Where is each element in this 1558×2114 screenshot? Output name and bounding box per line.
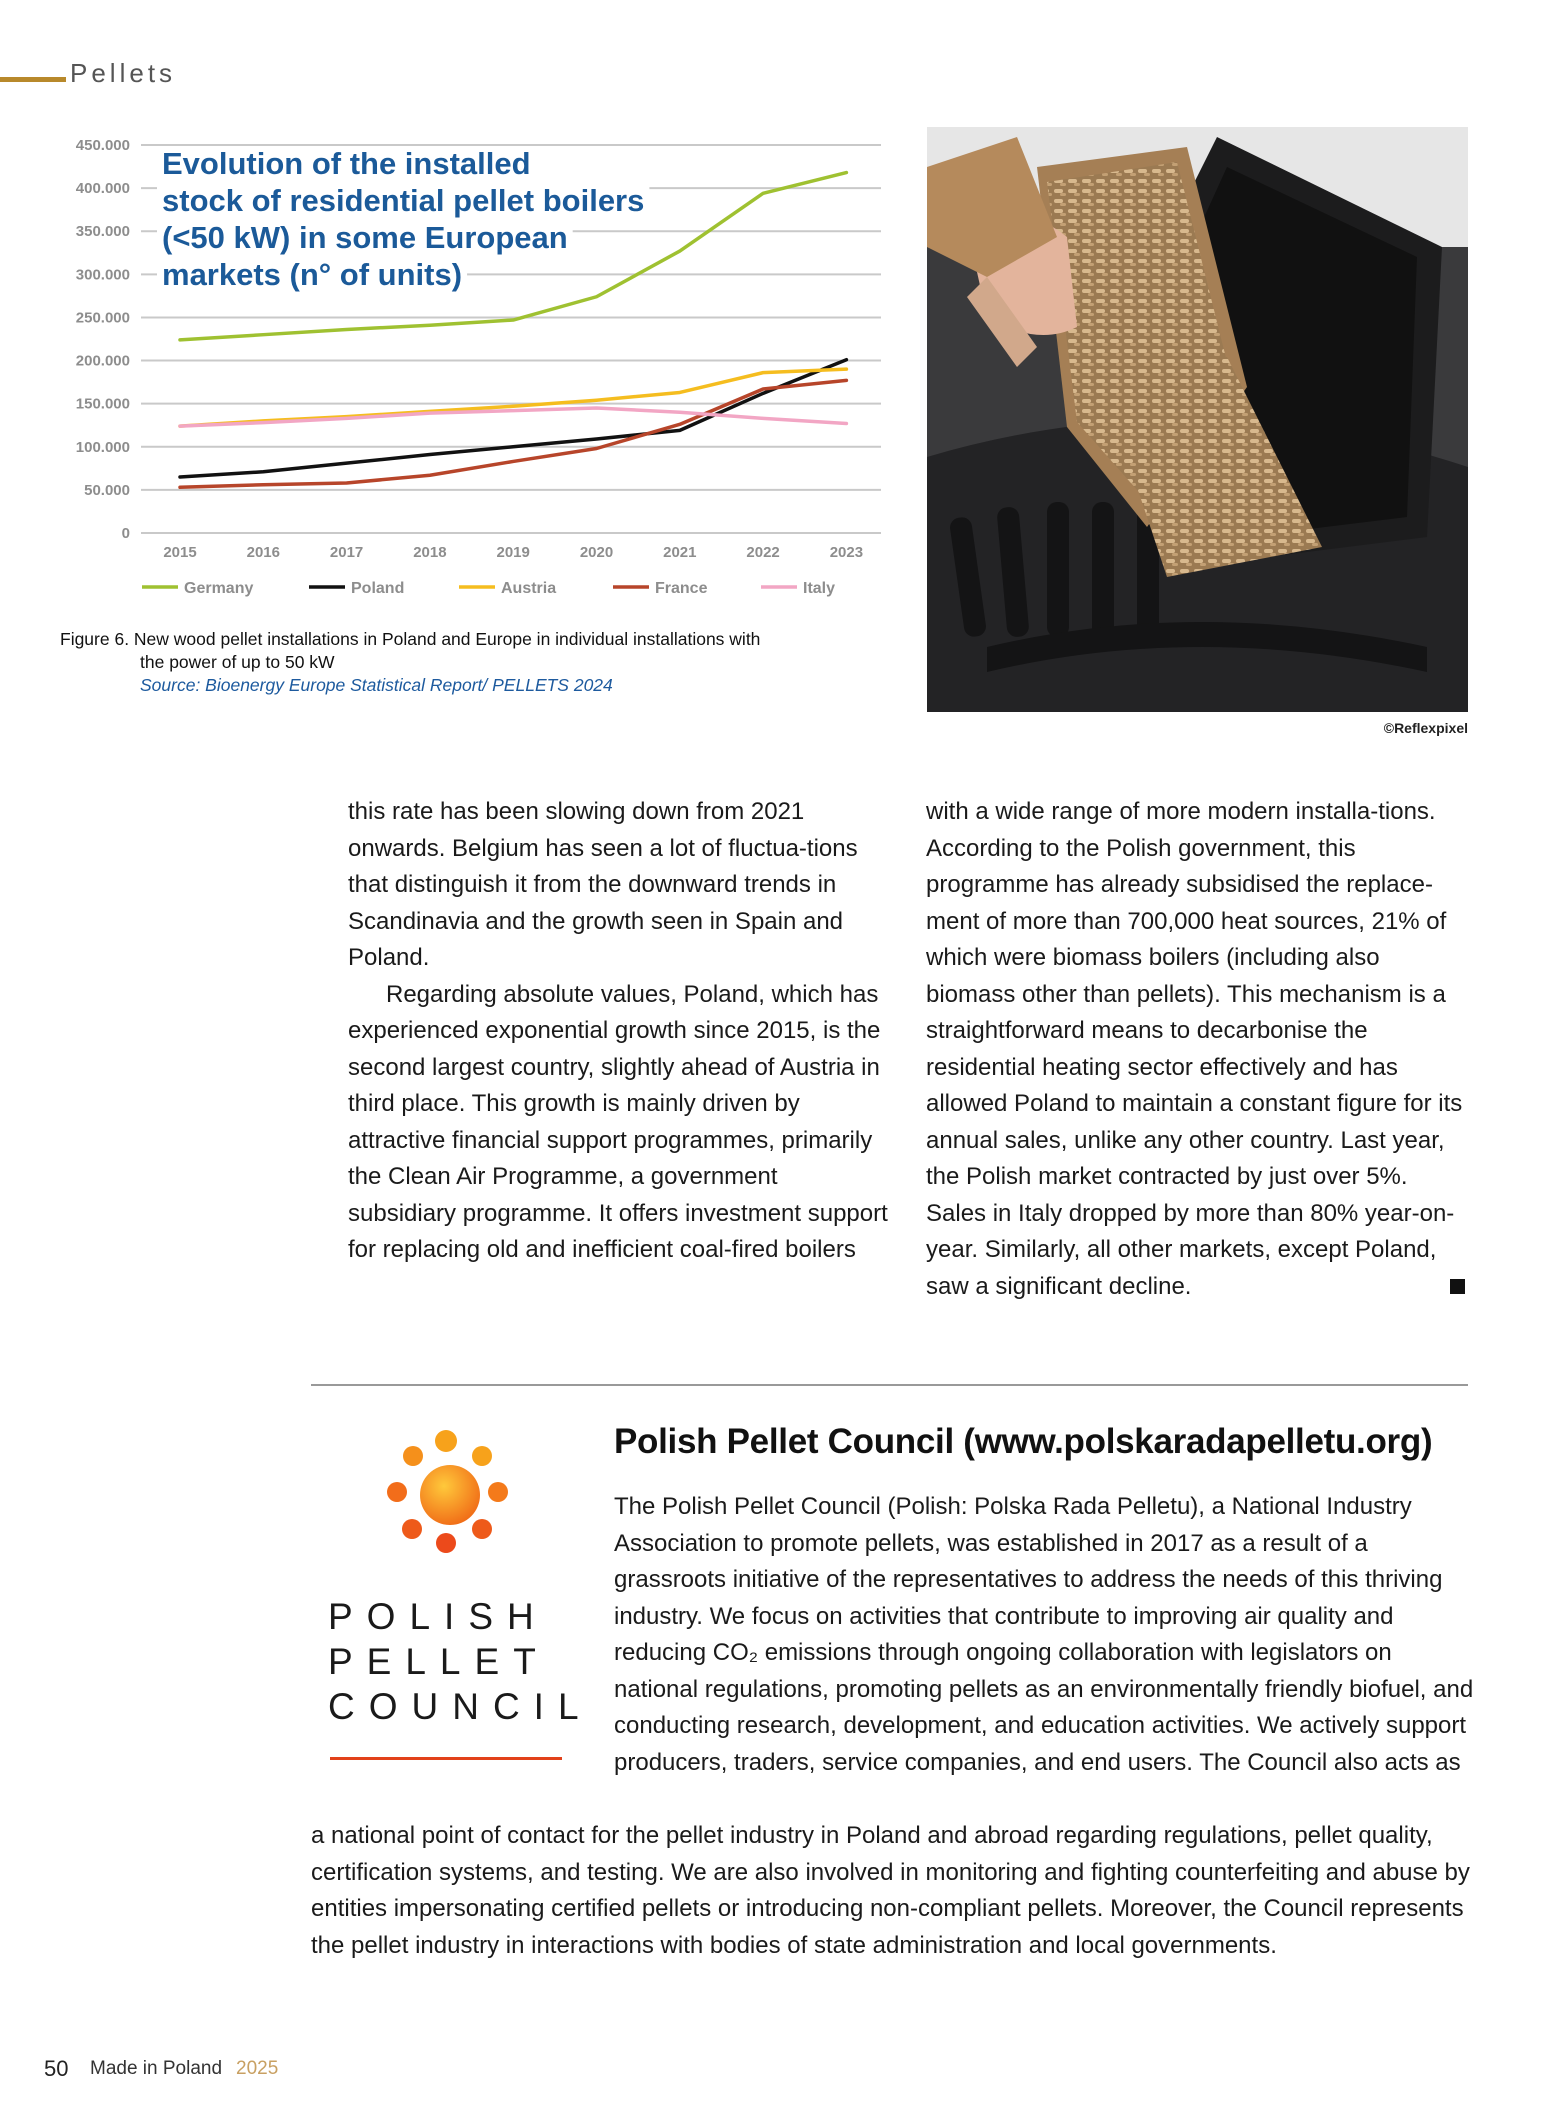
ppc-logo-line: PELLET (328, 1641, 550, 1682)
x-tick-label: 2018 (413, 544, 447, 561)
figure-caption-line2: the power of up to 50 kW (140, 652, 335, 672)
chart-title-line: markets (n° of units) (162, 257, 463, 292)
publication-name: Made in Poland (90, 2058, 223, 2079)
ppc-title: Polish Pellet Council (www.polskaradapelletu.org) (614, 1422, 1433, 1461)
y-tick-label: 150.000 (75, 395, 130, 413)
ppc-logo-underline (330, 1757, 562, 1760)
ppc-logo-line: COUNCIL (328, 1686, 593, 1727)
article-paragraph: with a wide range of more modern installa-tions. According to the Polish government, this programme has already subsidised the replace-ment of more than 700,000 heat sources, 21% of which were biomass boilers (including also biomass other than pellets). This mechanism is a straightforward means to decarbonise the residential heating sector effectively and has allowed Poland to maintain a constant figure for its annual sales, unlike any other country. Last year, the Polish market contracted by just over 5%. Sales in Italy dropped by more than 80% year-on-year. Similarly, all other markets, except Poland, saw a significant decline. (926, 798, 1463, 1300)
y-tick-label: 0 (121, 525, 130, 542)
y-tick-label: 450.000 (75, 137, 130, 154)
x-tick-label: 2021 (663, 544, 697, 561)
chart-title-line: Evolution of the installed (162, 146, 531, 181)
article-paragraph: Regarding absolute values, Poland, which has experienced exponential growth since 2015, is the second largest country, slightly ahead of Austria in third place. This growth is mainly driven by attractive financial support programmes, primarily the Clean Air Programme, a government subsidiary programme. It offers investment support for replacing old and inefficient coal-fired boilers (348, 980, 888, 1263)
figure-caption-line1: Figure 6. New wood pellet installations in Poland and Europe in individual installations with (60, 629, 761, 649)
article-column-right (926, 794, 1471, 1305)
chart-legend (142, 580, 835, 597)
publication-year: 2025 (236, 2058, 279, 2079)
legend-label-austria: Austria (501, 580, 557, 597)
chart-title-line: (<50 kW) in some European (162, 220, 568, 255)
y-tick-label: 350.000 (75, 223, 130, 241)
ppc-logo-icon (380, 1428, 520, 1568)
section-accent-bar (0, 77, 66, 82)
y-tick-label: 250.000 (75, 309, 130, 327)
ppc-paragraph-bottom: a national point of contact for the pellet industry in Poland and abroad regarding regulations, pellet quality, certification systems, and testing. We are also involved in monitoring and fighting counterfeiting and abuse by entities impersonating certified pellets or introducing non-compliant pellets. Moreover, the Council represents the pellet industry in interactions with bodies of state administration and local governments. (311, 1822, 1470, 1959)
section-label: Pellets (70, 58, 177, 88)
line-chart (56, 124, 906, 604)
x-tick-label: 2023 (829, 544, 864, 561)
y-tick-label: 200.000 (75, 352, 130, 370)
y-tick-label: 50.000 (84, 481, 130, 499)
chart-title-line: stock of residential pellet boilers (162, 183, 645, 218)
figure-caption (60, 628, 890, 674)
y-tick-label: 400.000 (75, 180, 130, 198)
series-line-italy (180, 408, 846, 426)
legend-label-germany: Germany (184, 580, 254, 597)
x-tick-label: 2019 (496, 544, 530, 561)
pellet-stove-photo (927, 127, 1468, 712)
x-tick-label: 2022 (746, 544, 780, 561)
figure-source: Source: Bioenergy Europe Statistical Report/ PELLETS 2024 (140, 675, 613, 695)
x-tick-label: 2020 (579, 544, 614, 561)
y-tick-label: 100.000 (75, 438, 130, 456)
ppc-logo-text (328, 1594, 593, 1729)
x-tick-label: 2015 (163, 544, 197, 561)
legend-label-france: France (655, 580, 708, 597)
y-axis-labels (76, 137, 130, 542)
section-divider (311, 1384, 1468, 1386)
y-tick-label: 300.000 (75, 266, 130, 284)
ppc-paragraph-top: The Polish Pellet Council (Polish: Polska Rada Pelletu), a National Industry Association to promote pellets, was established in 2017 as a result of a grassroots initiative of the representatives to address the needs of this thriving industry. We focus on activities that contribute to improving air quality and reducing CO₂ emissions through ongoing collaboration with legislators on national regulations, promoting pellets as an environmentally friendly biofuel, and conducting research, development, and education activities. We actively support producers, traders, service companies, and end users. The Council also acts as (614, 1493, 1474, 1776)
x-tick-label: 2017 (329, 544, 364, 561)
article-end-mark (1450, 1279, 1465, 1294)
chart-title (157, 146, 649, 293)
x-axis-labels (163, 544, 863, 561)
photo-credit: ©Reflexpixel (1383, 720, 1468, 736)
page-number: 50 (44, 2056, 69, 2081)
article-paragraph: this rate has been slowing down from 2021 onwards. Belgium has seen a lot of fluctua-tions that distinguish it from the downward trends in Scandinavia and the growth seen in Spain and Poland. (348, 798, 858, 971)
article-column-left (348, 794, 888, 1269)
ppc-logo-line: POLISH (328, 1596, 548, 1637)
legend-label-italy: Italy (803, 580, 836, 597)
legend-label-poland: Poland (351, 580, 405, 597)
x-tick-label: 2016 (246, 544, 280, 561)
